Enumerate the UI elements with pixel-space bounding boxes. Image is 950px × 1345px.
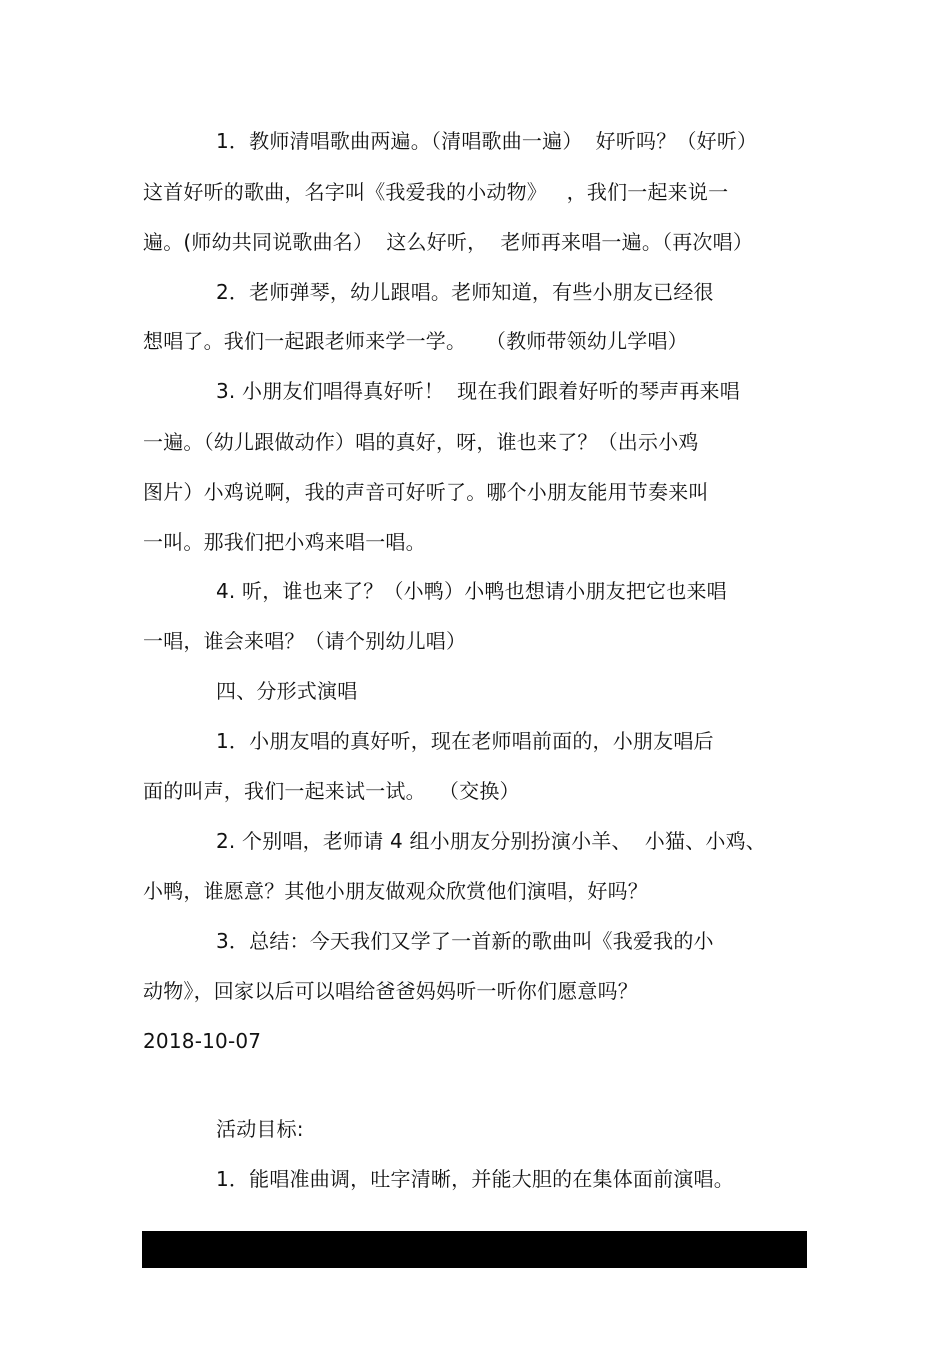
paragraph-line: 这首好听的歌曲，名字叫《我爱我的小动物》 ，我们一起来说一 [143,180,729,204]
paragraph-line: 遍。(师幼共同说歌曲名） 这么好听， 老师再来唱一遍。（再次唱） [143,230,754,254]
redaction-bar [142,1231,807,1268]
paragraph-line: 1．能唱准曲调，吐字清晰，并能大胆的在集体面前演唱。 [216,1167,734,1191]
section-heading: 活动目标: [216,1117,304,1141]
paragraph-line: 图片）小鸡说啊，我的声音可好听了。哪个小朋友能用节奏来叫 [143,480,709,504]
paragraph-line: 1．教师清唱歌曲两遍。（清唱歌曲一遍） 好听吗？（好听） [216,129,758,153]
paragraph-line: 一叫。那我们把小鸡来唱一唱。 [143,530,426,554]
paragraph-line: 3. 小朋友们唱得真好听！ 现在我们跟着好听的琴声再来唱 [216,379,740,403]
paragraph-line: 2．老师弹琴，幼儿跟唱。老师知道，有些小朋友已经很 [216,280,714,304]
paragraph-line: 2. 个别唱，老师请 4 组小朋友分别扮演小羊、 小猫、小鸡、 [216,829,766,853]
paragraph-line: 1．小朋友唱的真好听，现在老师唱前面的，小朋友唱后 [216,729,714,753]
paragraph-line: 面的叫声，我们一起来试一试。 （交换） [143,779,520,803]
section-heading: 四、分形式演唱 [216,679,358,703]
paragraph-line: 4. 听，谁也来了？（小鸭）小鸭也想请小朋友把它也来唱 [216,579,727,603]
paragraph-line: 一遍。（幼儿跟做动作）唱的真好，呀，谁也来了？（出示小鸡 [143,430,699,454]
paragraph-line: 动物》，回家以后可以唱给爸爸妈妈听一听你们愿意吗？ [143,979,638,1003]
paragraph-line: 想唱了。我们一起跟老师来学一学。 （教师带领幼儿学唱） [143,329,688,353]
paragraph-line: 3．总结：今天我们又学了一首新的歌曲叫《我爱我的小 [216,929,714,953]
paragraph-line: 一唱，谁会来唱？（请个别幼儿唱） [143,629,467,653]
paragraph-line: 小鸭，谁愿意？其他小朋友做观众欣赏他们演唱，好吗？ [143,879,648,903]
document-date: 2018-10-07 [143,1029,262,1053]
